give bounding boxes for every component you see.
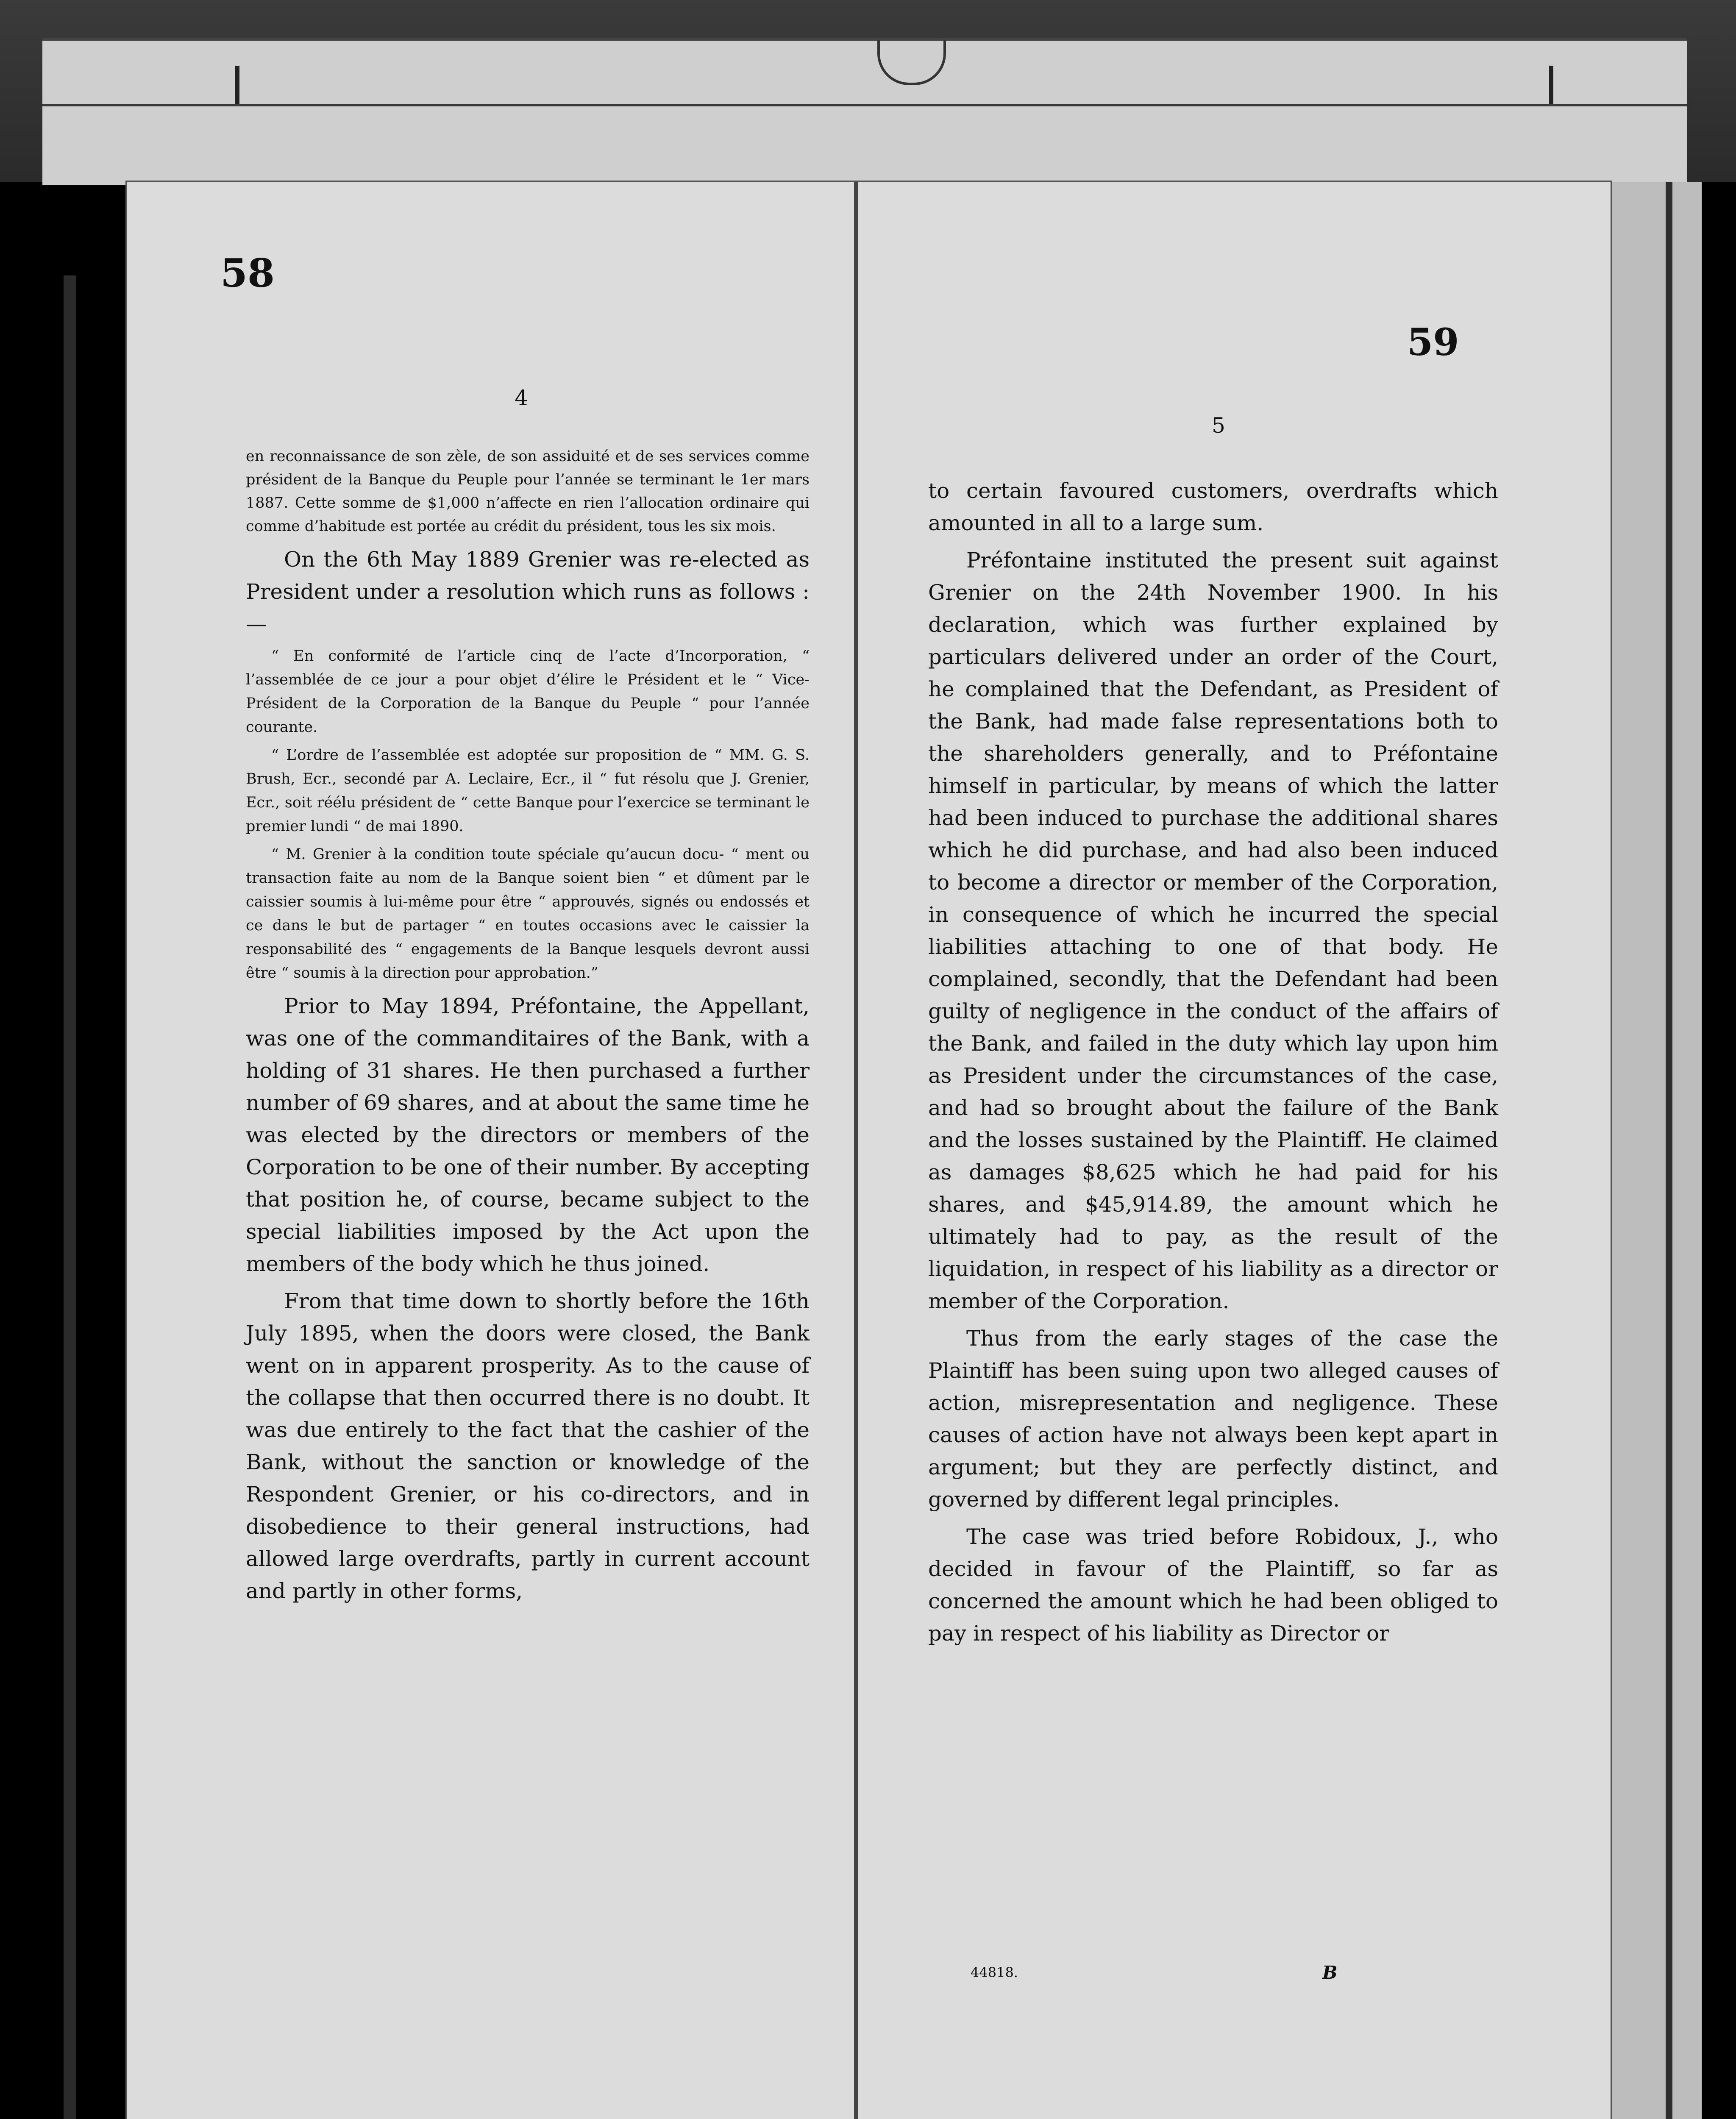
paragraph-continuation: to certain favoured customers, overdrafts which amounted in all to a large sum. xyxy=(928,478,1498,535)
left-page-text xyxy=(246,445,810,1607)
scanned-sheet xyxy=(127,182,1611,2119)
mounting-board xyxy=(42,38,1687,185)
quote-resolution-2: “ L’ordre de l’assemblée est adoptée sur proposition de “ MM. G. S. Brush, Ecr., secondé par A. Leclaire, Ecr., il “ fut résolu que J. Grenier, Ecr., soit réélu président de “ cette Banque pour l’exercice se terminant le premier lundi “ de mai 1890. xyxy=(246,747,810,835)
center-fold xyxy=(854,182,858,2119)
board-tick-left xyxy=(235,66,239,104)
paragraph-instituted: Préfontaine instituted the present suit against Grenier on the 24th November 1900. In his declaration, which was further explained by particulars delivered under an order of the Court, he complained that the Defendant, as President of the Bank, had made false representations both to the shareholders generally, and to Préfontaine himself in particular, by means of which the latter had been induced to purchase the additional shares which he did purchase, and had also been induced to become a director or member of the Corporation, in consequence of which he incurred the special liabilities attaching to one of that body. He complained, secondly, that the Defendant had been guilty of negligence in the conduct of the affairs of the Bank, and failed in the duty which lay upon him as President under the circumstances of the case, and had so brought about the failure of the Bank and the losses sustained by the Plaintiff. He claimed as damages $8,625 which he had paid for his shares, and $45,914.89, the amount which he ultimately had to pay, as the result of the liquidation, in respect of his liability as a director or member of the Corporation. xyxy=(928,548,1498,1313)
french-lead-paragraph: en reconnaissance de son zèle, de son assiduité et de ses services comme président de la Banque du Peuple pour l’année se terminant le 1er mars 1887. Cette somme de $1,000 n’affecte en rien l’allocation ordinaire qui comme d’habitude est portée au crédit du président, tous les six mois. xyxy=(246,448,810,535)
paragraph-reelected: On the 6th May 1889 Grenier was re-elected as President under a resolution which runs as follows :— xyxy=(246,547,810,636)
paragraph-thus: Thus from the early stages of the case the Plaintiff has been suing upon two alleged causes of action, misrepresentation and negligence. These causes of action have not always been kept apart in argument; but they are perfectly distinct, and governed by different legal principles. xyxy=(928,1326,1498,1512)
scanner-frame-top xyxy=(0,0,1736,182)
board-rule xyxy=(42,104,1687,106)
page-number-left: 4 xyxy=(515,386,528,410)
folio-left: 58 xyxy=(220,250,275,296)
paragraph-prior: Prior to May 1894, Préfontaine, the Appellant, was one of the commanditaires of the Bank, with a holding of 31 shares. He then purchased a further number of 69 shares, and at about the same time he was elected by the directors or members of the Corporation to be one of their number. By accepting that position he, of course, became subject to the special liabilities imposed by the Act upon the members of the body which he thus joined. xyxy=(246,994,810,1276)
right-frame-post xyxy=(1666,182,1672,2119)
folio-right: 59 xyxy=(1407,320,1459,364)
paragraph-tried: The case was tried before Robidoux, J., who decided in favour of the Plaintiff, so far as concerned the amount which he had been obliged to pay in respect of his liability as Director or xyxy=(928,1524,1498,1646)
page-number-right: 5 xyxy=(1212,413,1225,438)
board-tick-right xyxy=(1549,66,1553,104)
right-page-text xyxy=(928,475,1498,1649)
quote-resolution-1: “ En conformité de l’article cinq de l’acte d’Incorporation, “ l’assemblée de ce jour a pour objet d’élire le Président et le “ Vice-Président de la Corporation de la Banque du Peuple “ pour l’année courante. xyxy=(246,648,810,736)
quote-resolution-3: “ M. Grenier à la condition toute spéciale qu’aucun docu- “ ment ou transaction faite au nom de la Banque soient bien “ et dûment par le caissier soumis à lui-même pour être “ approuvés, signés ou endossés et ce dans le but de partager “ en toutes occasions avec le caissier la responsabilité des “ engagements de la Banque lesquels devront aussi être “ soumis à la direction pour approbation.” xyxy=(246,846,810,982)
printer-code: 44818. xyxy=(971,1964,1018,1980)
left-frame-strip xyxy=(64,275,76,2119)
paragraph-from-that-time: From that time down to shortly before the 16th July 1895, when the doors were closed, the Bank went on in apparent prosperity. As to the cause of the collapse that then occurred there is no doubt. It was due entirely to the fact that the cashier of the Bank, without the sanction or knowledge of the Respondent Grenier, or his co-directors, and in disobedience to their general instructions, had allowed large overdrafts, partly in current account and partly in other forms, xyxy=(246,1289,810,1603)
signature-mark: B xyxy=(1322,1962,1338,1983)
